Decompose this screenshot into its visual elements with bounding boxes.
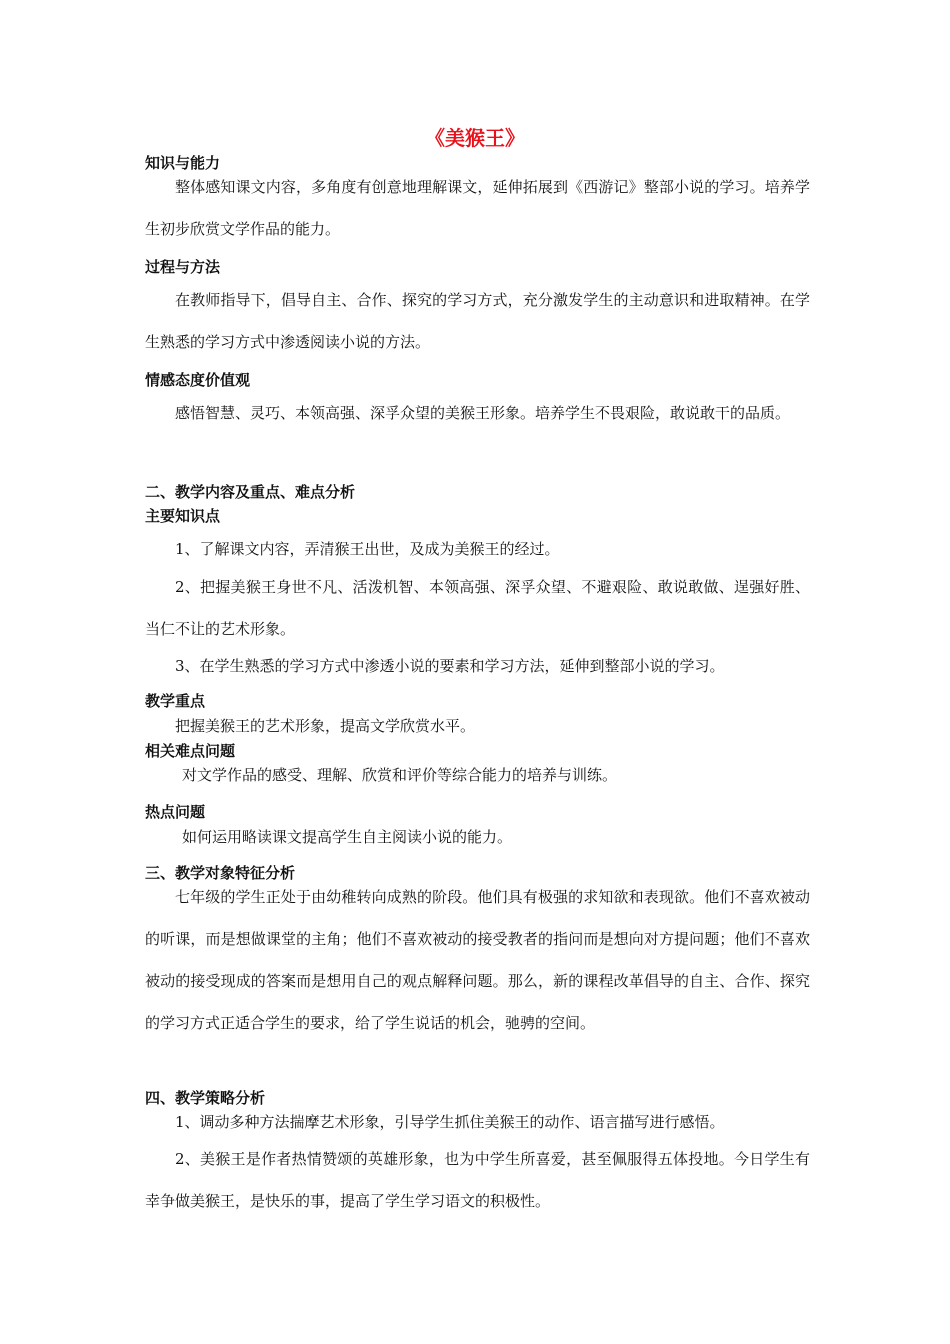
heading-content-analysis: 二、教学内容及重点、难点分析 <box>145 483 356 501</box>
heading-hot-issues: 热点问题 <box>145 803 206 821</box>
list-item-point-1: 1、了解课文内容，弄清猴王出世，及成为美猴王的经过。 <box>175 540 560 558</box>
list-item-strategy-2: 2、美猴王是作者热情赞颂的英雄形象，也为中学生所喜爱，甚至佩服得五体投地。今日学生有幸争做美猴王，是快乐的事，提高了学生学习语文的积极性。 <box>145 1150 810 1210</box>
heading-knowledge-ability: 知识与能力 <box>145 154 221 172</box>
subheading-main-points: 主要知识点 <box>145 507 221 525</box>
heading-emotion-values: 情感态度价值观 <box>145 371 251 389</box>
list-item-strategy-1: 1、调动多种方法揣摩艺术形象，引导学生抓住美猴王的动作、语言描写进行感悟。 <box>175 1113 725 1131</box>
list-item-point-3: 3、在学生熟悉的学习方式中渗透小说的要素和学习方法，延伸到整部小说的学习。 <box>175 657 725 675</box>
paragraph-hot-issues: 如何运用略读课文提高学生自主阅读小说的能力。 <box>182 828 513 846</box>
paragraph-knowledge-ability: 整体感知课文内容，多角度有创意地理解课文，延伸拓展到《西游记》整部小说的学习。培养学生初步欣赏文学作品的能力。 <box>145 178 810 238</box>
heading-difficult-issues: 相关难点问题 <box>145 742 236 760</box>
paragraph-process-method: 在教师指导下，倡导自主、合作、探究的学习方式，充分激发学生的主动意识和进取精神。在学生熟悉的学习方式中渗透阅读小说的方法。 <box>145 291 810 351</box>
heading-strategy-analysis: 四、教学策略分析 <box>145 1089 266 1107</box>
heading-process-method: 过程与方法 <box>145 258 221 276</box>
list-item-point-2: 2、把握美猴王身世不凡、活泼机智、本领高强、深孚众望、不避艰险、敢说敢做、逞强好胜、当仁不让的艺术形象。 <box>145 578 810 638</box>
heading-key-points: 教学重点 <box>145 692 206 710</box>
paragraph-difficult-issues: 对文学作品的感受、理解、欣赏和评价等综合能力的培养与训练。 <box>182 766 618 784</box>
paragraph-emotion-values: 感悟智慧、灵巧、本领高强、深孚众望的美猴王形象。培养学生不畏艰险，敢说敢干的品质。 <box>175 404 791 422</box>
document-title: 《美猴王》 <box>425 126 525 150</box>
paragraph-student-analysis: 七年级的学生正处于由幼稚转向成熟的阶段。他们具有极强的求知欲和表现欲。他们不喜欢被动的听课，而是想做课堂的主角；他们不喜欢被动的接受教者的指问而是想向对方提问题；他们不喜欢被动的接受现成的答案而是想用自己的观点解释问题。那么，新的课程改革倡导的自主、合作、探究的学习方式正适合学生的要求，给了学生说话的机会，驰骋的空间。 <box>145 888 810 1032</box>
heading-student-analysis: 三、教学对象特征分析 <box>145 864 296 882</box>
paragraph-key-points: 把握美猴王的艺术形象，提高文学欣赏水平。 <box>175 717 476 735</box>
